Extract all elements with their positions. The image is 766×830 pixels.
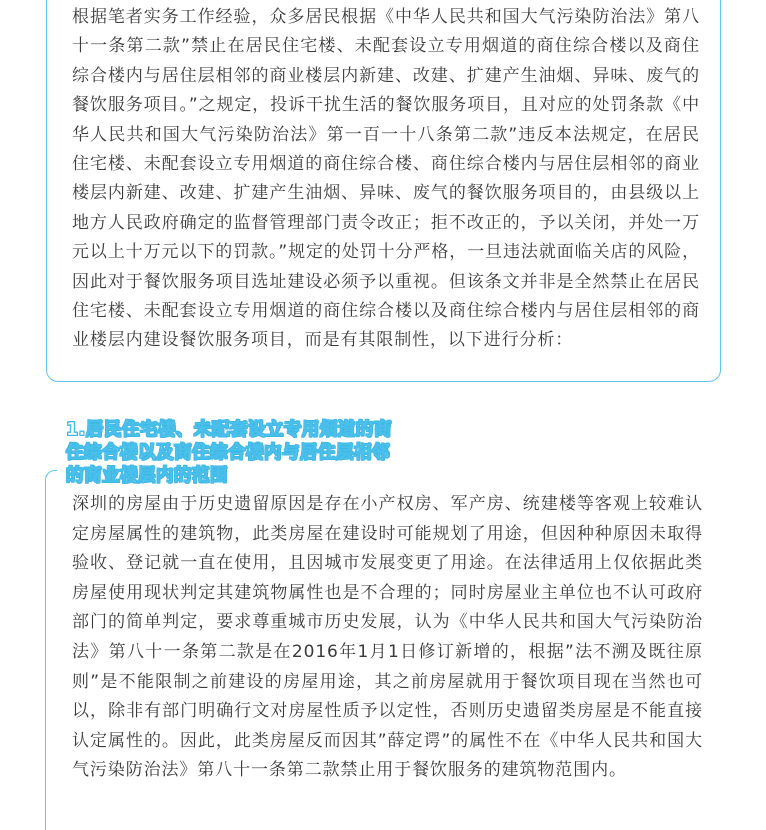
section-title: 1.居民住宅楼、未配套设立专用烟道的商住综合楼以及商住综合楼内与居住层相邻的商业楼层内的范围 bbox=[66, 420, 392, 486]
intro-paragraph: 根据笔者实务工作经验，众多居民根据《中华人民共和国大气污染防治法》第八十一条第二款”禁止在居民住宅楼、未配套设立专用烟道的商住综合楼以及商住综合楼内与居住层相邻的商业楼层内新建、改建、扩建产生油烟、异味、废气的餐饮服务项目。”之规定，投诉干扰生活的餐饮服务项目，且对应的处罚条款《中华人民共和国大气污染防治法》第一百一十八条第二款”违反本法规定，在居民住宅楼、未配套设立专用烟道的商住综合楼、商住综合楼内与居住层相邻的商业楼层内新建、改建、扩建产生油烟、异味、废气的餐饮服务项目的，由县级以上地方人民政府确定的监督管理部门责令改正；拒不改正的，予以关闭，并处一万元以上十万元以下的罚款。”规定的处罚十分严格，一旦违法就面临关店的风险，因此对于餐饮服务项目选址建设必须予以重视。但该条文并非是全然禁止在居民住宅楼、未配套设立专用烟道的商住综合楼以及商住综合楼内与居住层相邻的商业楼层内建设餐饮服务项目，而是有其限制性，以下进行分析： bbox=[72, 7, 700, 351]
section-paragraph: 深圳的房屋由于历史遗留原因是存在小产权房、军产房、统建楼等客观上较难认定房屋属性的建筑物，此类房屋在建设时可能规划了用途，但因种种原因未取得验收、登记就一直在使用，且因城市发展变更了用途。在法律适用上仅依据此类房屋使用现状判定其建筑物属性也是不合理的；同时房屋业主单位也不认可政府部门的简单判定，要求尊重城市历史发展，认为《中华人民共和国大气污染防治法》第八十一条第二款是在2016年1月1日修订新增的，根据”法不溯及既往原则”是不能限制之前建设的房屋用途，其之前房屋就用于餐饮项目现在当然也可以，除非有部门明确行文对房屋性质予以定性，否则历史遗留类房屋是不能直接认定属性的。因此，此类房屋反而因其”薛定谔”的属性不在《中华人民共和国大气污染防治法》第八十一条第二款禁止用于餐饮服务的建筑物范围内。 bbox=[72, 494, 703, 781]
section-side-border bbox=[45, 470, 57, 830]
